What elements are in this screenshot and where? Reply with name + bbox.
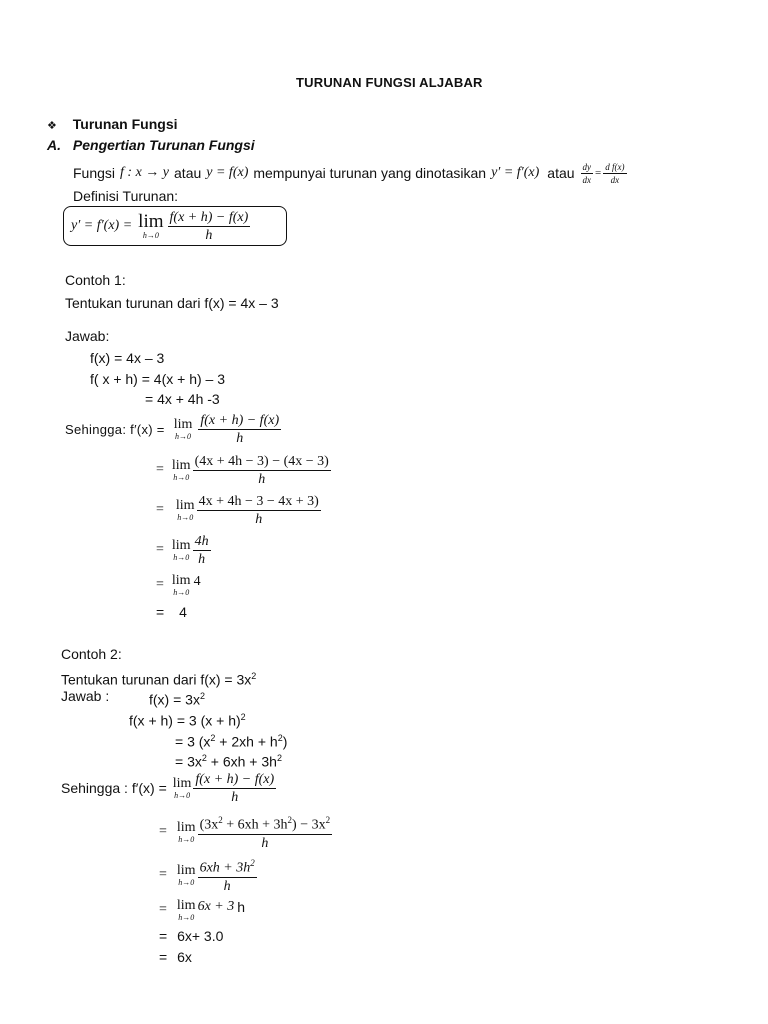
numerator: (4x + 4h − 3) − (4x − 3) xyxy=(194,453,329,469)
superscript: 2 xyxy=(250,858,255,869)
limit xyxy=(177,899,196,922)
intro-yprime: y′ = f′(x) xyxy=(491,165,540,180)
limit xyxy=(172,574,191,597)
denominator: h xyxy=(261,835,269,851)
contoh1-frac3 xyxy=(197,494,321,527)
superscript: 2 xyxy=(201,753,207,763)
lim-sub: h→0 xyxy=(178,834,195,844)
definition-formula xyxy=(71,208,250,244)
contoh2-step3 xyxy=(159,857,257,893)
task-text: Tentukan turunan dari f(x) = 3x xyxy=(61,671,252,688)
contoh1-lim1 xyxy=(174,418,193,441)
lim-word: lim xyxy=(172,775,192,791)
denominator: h xyxy=(231,789,239,805)
limit-value: 4 xyxy=(193,573,201,589)
lim-word: lim xyxy=(176,897,196,913)
lim-sub: h→0 xyxy=(178,877,195,887)
limit xyxy=(173,777,192,800)
dy-dx-fraction xyxy=(581,162,594,185)
superscript: 2 xyxy=(218,815,223,826)
numerator: 4x + 4h − 3 − 4x + 3) xyxy=(198,493,319,509)
numerator xyxy=(198,813,333,835)
definition-numerator: f(x + h) − f(x) xyxy=(169,209,249,225)
definition-fraction xyxy=(168,210,251,243)
contoh1-step3 xyxy=(156,493,321,527)
contoh2-step6 xyxy=(159,949,192,965)
superscript: 2 xyxy=(325,815,331,826)
text: ) − 3x xyxy=(292,817,326,833)
contoh1-jawab: Jawab: xyxy=(65,328,110,344)
contoh1-task: Tentukan turunan dari f(x) = 4x – 3 xyxy=(65,295,279,311)
equals: = xyxy=(159,824,167,839)
contoh2-line2 xyxy=(175,730,287,750)
limit xyxy=(172,539,191,562)
denominator: h xyxy=(236,430,244,446)
definition-denominator: h xyxy=(205,227,213,243)
contoh1-step4 xyxy=(156,533,211,567)
section-heading xyxy=(47,137,255,153)
contoh2-step1 xyxy=(61,771,276,805)
dfx: d f(x) xyxy=(605,161,625,172)
lim-sub: h→0 xyxy=(173,472,190,482)
numerator: 4h xyxy=(194,533,209,549)
contoh2-step4 xyxy=(159,899,245,921)
dx-2: dx xyxy=(610,174,620,185)
contoh2-task xyxy=(61,668,256,688)
contoh1-sehingga: Sehingga: f′(x) = xyxy=(65,421,165,437)
text: f(x + h) = 3 (x + h) xyxy=(129,712,241,729)
lim-word: lim xyxy=(175,497,195,513)
limit xyxy=(177,821,196,844)
denominator: h xyxy=(223,878,231,894)
lim-word: lim xyxy=(138,210,164,232)
value: 6x+ 3.0 xyxy=(177,928,224,944)
definition-lhs: y′ = f′(x) = xyxy=(71,218,133,233)
text: (3x xyxy=(199,817,219,833)
superscript: 2 xyxy=(277,733,283,743)
text: 6xh + 3h xyxy=(199,860,251,876)
value: 6x xyxy=(177,949,192,965)
superscript: 2 xyxy=(210,733,216,743)
text: = 3x xyxy=(175,753,202,770)
lim-word: lim xyxy=(176,819,196,835)
bullet-text: Turunan Fungsi xyxy=(72,116,178,132)
limit xyxy=(177,864,196,887)
contoh1-frac2 xyxy=(193,454,331,487)
equals: = xyxy=(159,902,167,917)
text: = 3 (x xyxy=(175,733,211,750)
intro-atau-2: atau xyxy=(547,165,575,181)
contoh2-line1 xyxy=(129,709,246,729)
intro-line xyxy=(73,160,627,186)
limit xyxy=(176,499,195,522)
definisi-label: Definisi Turunan: xyxy=(73,188,179,204)
contoh2-step2 xyxy=(159,814,332,850)
section-letter: A. xyxy=(47,137,61,153)
contoh1-frac4 xyxy=(193,534,211,567)
denominator: h xyxy=(198,551,206,567)
limit-expression-h: h xyxy=(237,898,246,915)
superscript: 2 xyxy=(287,815,293,826)
contoh1-step1 xyxy=(65,412,281,446)
text: f(x) = 3x xyxy=(149,691,200,708)
lim-word: lim xyxy=(171,537,191,553)
contoh1-heading: Contoh 1: xyxy=(65,272,126,288)
superscript: 2 xyxy=(276,753,282,763)
superscript: 2 xyxy=(240,712,246,722)
numerator: f(x + h) − f(x) xyxy=(200,412,280,428)
contoh2-sehingga: Sehingga : f′(x) = xyxy=(61,780,167,796)
intro-text-1: Fungsi xyxy=(73,165,116,181)
contoh1-frac1 xyxy=(198,413,281,446)
bullet-heading xyxy=(47,116,178,134)
contoh2-frac3 xyxy=(198,856,257,894)
contoh1-step2 xyxy=(156,453,331,487)
lim-sub: h→0 xyxy=(173,552,190,562)
diamond-bullet-icon: ❖ xyxy=(47,120,57,132)
contoh2-frac1 xyxy=(193,772,276,805)
lim-sub: h→0 xyxy=(174,790,191,800)
limit xyxy=(172,459,191,482)
contoh1-line3: = 4x + 4h -3 xyxy=(145,391,220,407)
contoh1-line2: f( x + h) = 4(x + h) – 3 xyxy=(90,371,226,387)
text: + 6xh + 3h xyxy=(206,753,277,770)
contoh2-heading: Contoh 2: xyxy=(61,646,122,662)
text: + 6xh + 3h xyxy=(222,817,288,833)
lim-sub: h→0 xyxy=(178,912,195,922)
lim-word: lim xyxy=(176,862,196,878)
contoh1-result xyxy=(156,604,187,620)
contoh2-frac2 xyxy=(198,813,333,851)
numerator: f(x + h) − f(x) xyxy=(195,771,275,787)
equals: = xyxy=(156,502,164,517)
dy: dy xyxy=(582,161,592,172)
lim-sub: h→0 xyxy=(142,230,159,240)
lim-sub: h→0 xyxy=(177,512,194,522)
equals: = xyxy=(156,577,164,592)
denominator: h xyxy=(258,471,266,487)
dfx-dx-fraction xyxy=(603,162,626,185)
text: + 2xh + h xyxy=(215,733,278,750)
intro-atau-1: atau xyxy=(174,165,202,181)
contoh2-step5 xyxy=(159,928,223,944)
limit-expression: 6x + 3 xyxy=(197,898,235,914)
intro-y-eq: y = f(x) xyxy=(206,165,249,180)
lim-word: lim xyxy=(171,572,191,588)
numerator xyxy=(198,856,257,878)
text: ) xyxy=(282,733,288,750)
equals: = xyxy=(159,928,168,944)
page-title: TURUNAN FUNGSI ALJABAR xyxy=(296,75,483,90)
superscript: 2 xyxy=(199,691,205,701)
contoh2-line3 xyxy=(175,750,282,770)
equals: = xyxy=(156,604,165,620)
contoh1-step5 xyxy=(156,574,201,596)
equals: = xyxy=(159,867,167,882)
denominator: h xyxy=(255,511,263,527)
equals: = xyxy=(156,542,164,557)
dy-eq: = xyxy=(595,167,602,179)
section-title: Pengertian Turunan Fungsi xyxy=(72,137,255,153)
superscript: 2 xyxy=(251,671,257,681)
lim-sub: h→0 xyxy=(175,431,192,441)
lim-sub: h→0 xyxy=(173,587,190,597)
equals: = xyxy=(156,462,164,477)
definition-limit xyxy=(138,210,164,240)
dx: dx xyxy=(582,174,592,185)
intro-function-def: f : x → y xyxy=(120,165,170,180)
contoh2-jawab-line xyxy=(149,688,205,708)
lim-word: lim xyxy=(171,457,191,473)
intro-text-2: mempunyai turunan yang dinotasikan xyxy=(253,165,487,181)
equals: = xyxy=(159,949,168,965)
lim-word: lim xyxy=(173,416,193,432)
contoh2-jawab: Jawab : xyxy=(61,688,110,704)
contoh1-line1: f(x) = 4x – 3 xyxy=(90,350,165,366)
result-value: 4 xyxy=(179,604,187,620)
